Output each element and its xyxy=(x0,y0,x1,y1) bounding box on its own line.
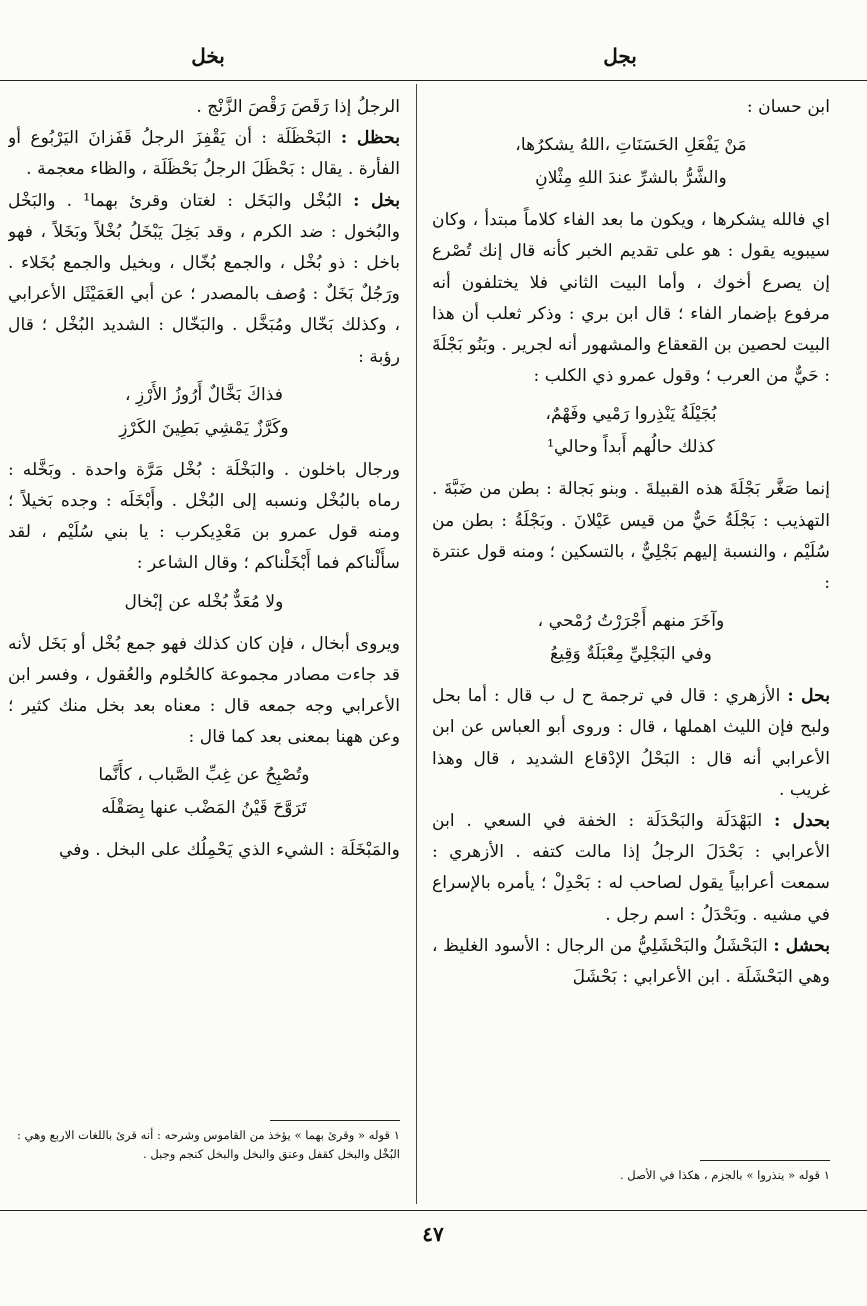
verse-line: ولا مُعَدٌّ بُخْله عن إبْخال xyxy=(124,591,284,612)
verse-line: تَرَوَّحَ قَيْنُ المَضْب عنها بِصَقْلَه xyxy=(101,798,307,819)
right-footnote-rule xyxy=(700,1160,830,1161)
entry-headword: بحدل : xyxy=(774,811,830,832)
verse-line: كذلك حالُهم أَبداً وحالي¹ xyxy=(547,437,715,458)
entry-text: البَحْشَلُ والبَحْشَلِيُّ من الرجال : الأسود الغليظ ، وهي البَحْشَلَة . ابن الأعرابي : بَحْشَلَ xyxy=(432,935,830,988)
left-running-headword: بخل xyxy=(191,44,225,68)
verse-line: وكَرَّزٌ يَمْشِي بَطِينَ الكَرْزِ xyxy=(119,417,289,438)
left-para-5: ويروى أبخال ، فإن كان كذلك فهو جمع بُخْل أو بَخَل لأنه قد جاءت مصادر مجموعة كالحُلوم والعُقول ، وفسر ابن الأعرابي وجه جمعه قال : معناه بعد بخل منك كثير ؛ وعن ههنا بمعنى بعد كما قال : xyxy=(8,633,400,748)
verse-line: مَنْ يَفْعَلِ الحَسَنَاتِ ،اللهُ يشكرُها، xyxy=(515,135,747,156)
right-para-1: ابن حسان : xyxy=(746,97,830,117)
left-column xyxy=(8,92,400,1122)
right-footnote: ١ قوله « ينذروا » بالجزم ، هكذا في الأصل . xyxy=(619,1168,830,1182)
entry-bahshal xyxy=(432,931,830,993)
entry-headword: بحل : xyxy=(787,686,830,707)
right-verse-3 xyxy=(432,605,830,671)
left-verse-3 xyxy=(8,759,400,825)
verse-line: وتُصْبِحُ عن غِبِّ الصَّباب ، كأَنَّما xyxy=(98,765,310,786)
entry-headword: بخل : xyxy=(353,190,400,211)
entry-bahdal xyxy=(432,806,830,931)
verse-line: وآخَرَ منهم أَجْرَرْتُ رُمْحي ، xyxy=(537,611,725,632)
right-para-3: إنما صَغَّر بَجْلَةَ هذه القبيلةَ . وبنو بَجالة : بطن من ضَبَّةَ . التهذيب : بَجْلَةُ حَيٌّ من قيس عَيْلانَ . وبَجْلَةُ : بطن من سُلَيْم ، والنسبة إليهم بَجْلِيٌّ ، بالتسكين ؛ ومنه قول عنترة : xyxy=(432,479,830,594)
left-para-4: ورجال باخلون . والبَخْلَة : بُخْل مَرَّة واحدة . وبَخَّله : رماه بالبُخْل ونسبه إلى البُخْل . وأَبْخَلَه : وجده بَخيلاً ؛ ومنه قول عمرو بن مَعْدِيكرب : يا بني سُلَيْم ، لقد سأَلْناكم فما أَبْخَلْناكم ؛ وقال الشاعر : xyxy=(8,459,400,574)
verse-line: فذاكَ بَخَّالٌ أَرُوزُ الأَرْزِ ، xyxy=(124,384,284,405)
header-rule xyxy=(0,80,867,81)
right-column xyxy=(432,92,830,1122)
entry-bahl xyxy=(432,681,830,806)
right-running-headword: بجل xyxy=(603,44,637,68)
left-verse-2 xyxy=(8,586,400,619)
verse-line: وفي البَجْلِيِّ مِعْبَلَةٌ وَقِيعُ xyxy=(550,644,712,665)
left-footnote: ١ قوله « وقرئ بهما » يؤخذ من القاموس وشرحه : أنه قرئ باللغات الاربع وهي : البُخْل والبخل كقفل وعنق والبخل والبخل كنجم وجبل . xyxy=(16,1128,400,1161)
right-verse-2 xyxy=(432,398,830,464)
entry-text: البَحْظَلَة : أن يَقْفِزَ الرجلُ قَفَزانَ اليَرْبُوع أو الفأرة . يقال : بَحْظَلَ الرجلُ بَحْظَلَة ، والظاء معجمة . xyxy=(8,128,400,180)
left-verse-1 xyxy=(8,379,400,445)
entry-bahzal xyxy=(8,123,400,185)
left-para-6: والمَبْخَلَة : الشيء الذي يَحْمِلُك على البخل . وفي xyxy=(58,840,400,861)
left-para-1: الرجلُ إذا رَقَصَ رَقْصَ الزَّنْج . xyxy=(196,97,400,117)
entry-text: البَهْدَلَة والبَحْدَلَة : الخفة في السعي . ابن الأعرابي : بَحْدَلَ الرجلُ إذا مالت كتفه . الأزهري : سمعت أعرابياً يقول لصاحب له : بَحْدِلْ ؛ يأمره بالإسراع في مشيه . وبَحْدَلُ : اسم رجل . xyxy=(432,811,830,925)
right-para-2: اي فالله يشكرها ، ويكون ما بعد الفاء كلاماً مبتدأ ، وكان سيبويه يقول : هو على تقديم الخبر كأنه قال إنك تُصْرع إن يصرع أخوك ، وأما البيت الثاني فلا يختلفون أنه مرفوع بإضمار الفاء ؛ قال ابن بري : وذكر ثعلب أن هذا البيت لحصين بن القعقاع والمشهور أنه لجرير . وبَنُو بَجْلَةَ : حَيٌّ من العرب ؛ وقول عمرو ذي الكلب : xyxy=(432,210,830,387)
entry-bukhl xyxy=(8,186,400,373)
right-verse-1 xyxy=(432,129,830,195)
entry-headword: بحشل : xyxy=(773,935,830,956)
entry-text: البُخْل والبَخَل : لغتان وقرئ بهما¹ . والبَخْل والبُخول : ضد الكرم ، وقد بَخِلَ يَبْخَلُ بُخْلاً وبَخَلاً ، فهو باخل : ذو بُخْل ، والجمع بُخّال ، وبخيل والجمع بُخَلاء . ورَجُلٌ بَخَلٌ : وُصف بالمصدر ؛ عن أبي العَمَيْثَل الأعرابي ، وكذلك بَخّال ومُبَخَّل . والبَخّال : الشديد البُخْل ؛ قال رؤبة : xyxy=(8,190,400,367)
left-footnote-rule xyxy=(270,1120,400,1121)
verse-line: والشَّرُّ بالشرِّ عندَ اللهِ مِثْلانِ xyxy=(535,168,727,189)
page-number: ٤٧ xyxy=(422,1222,444,1246)
entry-text: الأزهري : قال في ترجمة ح ل ب قال : أما بحل ولبح فإن الليث اهملها ، قال : وروى أبو العباس عن ابن الأعرابي أنه قال : البَحْلُ الإدْقاع الشديد ، قال وهذا غريب . xyxy=(432,686,830,800)
verse-line: بُجَيْلَةُ يَنْذِروا رَمْيي وفَهْمٌ، xyxy=(545,404,717,425)
column-divider xyxy=(416,84,417,1204)
footer-rule xyxy=(0,1210,867,1211)
entry-headword: بحظل : xyxy=(340,128,400,149)
